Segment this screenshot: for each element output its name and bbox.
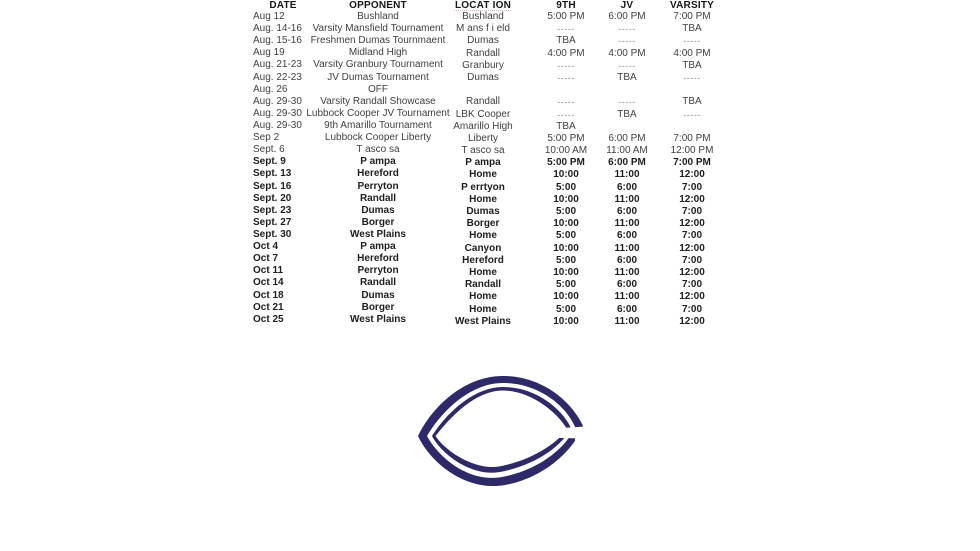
cell-ninth-21: 10:00 — [553, 266, 579, 278]
cell-jv-3: 4:00 PM — [608, 47, 646, 59]
cell-date-25: Oct 25 — [253, 313, 284, 325]
cell-opponent-15: Randall — [359, 192, 397, 204]
cell-location-24: Home — [469, 303, 497, 315]
column-location — [443, 1, 523, 328]
cell-ninth-24: 5:00 — [555, 303, 576, 315]
cell-opponent-14: Perryton — [357, 180, 399, 192]
cell-location-5: Dumas — [467, 71, 499, 83]
cell-varsity-19: 12:00 — [679, 242, 705, 254]
cell-location-9: Amarillo High — [453, 120, 513, 132]
header-jv: JV — [620, 0, 634, 11]
cell-jv-16: 6:00 — [616, 206, 637, 217]
cell-date-5: Aug. 22-23 — [253, 71, 302, 83]
cell-opponent-22: Randall — [359, 277, 397, 289]
cell-date-11: Sept. 6 — [253, 144, 285, 156]
cell-varsity-11: 12:00 PM — [670, 145, 714, 157]
cell-location-2: Dumas — [467, 35, 499, 47]
cell-opponent-16: Dumas — [361, 204, 395, 216]
cell-jv-24: 6:00 — [616, 303, 637, 315]
cell-jv-2: ----- — [618, 36, 636, 47]
cell-varsity-14: 7:00 — [681, 181, 702, 193]
header-varsity: VARSITY — [670, 0, 714, 11]
cell-ninth-20: 5:00 — [555, 254, 576, 266]
cell-varsity-20: 7:00 — [681, 254, 702, 266]
cell-varsity-0: 7:00 PM — [673, 11, 711, 22]
cell-date-2: Aug. 15-16 — [253, 35, 302, 47]
cell-date-21: Oct 11 — [253, 265, 284, 277]
cell-ninth-16: 5:00 — [555, 206, 576, 217]
cell-varsity-13: 12:00 — [679, 169, 705, 181]
cell-ninth-22: 5:00 — [555, 279, 576, 291]
cell-date-20: Oct 7 — [253, 253, 279, 265]
cell-ninth-18: 5:00 — [555, 230, 576, 242]
cell-location-15: Home — [469, 193, 497, 205]
cell-location-25: West Plains — [455, 315, 511, 327]
cell-varsity-5: ----- — [683, 72, 701, 83]
cell-varsity-4: TBA — [682, 59, 702, 71]
cell-opponent-3: Midland High — [348, 47, 408, 59]
header-location: LOCAT ION — [454, 0, 512, 11]
cell-varsity-22: 7:00 — [681, 279, 702, 291]
cell-jv-14: 6:00 — [616, 181, 637, 193]
cell-jv-20: 6:00 — [616, 254, 637, 266]
cell-date-13: Sept. 13 — [253, 168, 292, 180]
cell-location-16: Dumas — [466, 206, 500, 217]
cell-jv-15: 11:00 — [614, 193, 640, 205]
cell-ninth-0: 5:00 PM — [547, 11, 585, 22]
cell-opponent-2: Freshmen Dumas Tournmaent — [310, 35, 446, 47]
cell-varsity-18: 7:00 — [681, 230, 702, 242]
cell-jv-23: 11:00 — [614, 291, 640, 303]
cell-date-8: Aug. 29-30 — [253, 107, 302, 119]
cell-varsity-16: 7:00 — [681, 206, 702, 217]
cell-location-7: Randall — [466, 96, 500, 108]
cell-opponent-24: Borger — [361, 301, 395, 313]
cell-varsity-21: 12:00 — [679, 266, 705, 278]
cell-opponent-20: Hereford — [357, 253, 399, 265]
cell-ninth-17: 10:00 — [553, 218, 579, 230]
cell-date-18: Sept. 30 — [253, 228, 292, 240]
cell-jv-19: 11:00 — [614, 242, 640, 254]
cell-ninth-1: ----- — [557, 24, 575, 35]
cell-varsity-25: 12:00 — [679, 315, 705, 327]
cell-ninth-12: 5:00 PM — [547, 157, 585, 169]
cell-jv-0: 6:00 PM — [608, 11, 646, 22]
cell-date-4: Aug. 21-23 — [253, 59, 302, 71]
cell-date-6: Aug. 26 — [253, 83, 288, 95]
cell-date-12: Sept. 9 — [253, 156, 286, 168]
cell-varsity-3: 4:00 PM — [673, 47, 711, 59]
cell-varsity-7: TBA — [682, 96, 702, 108]
cell-location-19: Canyon — [464, 242, 502, 254]
cell-ninth-5: ----- — [557, 72, 575, 83]
cell-opponent-1: Varsity Mansfield Tournament — [312, 23, 444, 35]
cell-date-9: Aug. 29-30 — [253, 119, 302, 131]
cell-opponent-21: Perryton — [357, 265, 399, 277]
cell-ninth-7: ----- — [557, 97, 575, 108]
cell-varsity-17: 12:00 — [679, 218, 705, 230]
cell-varsity-15: 12:00 — [679, 193, 705, 205]
cell-location-12: P ampa — [465, 157, 501, 169]
cell-varsity-24: 7:00 — [681, 303, 702, 315]
cell-varsity-1: TBA — [682, 23, 702, 35]
cell-ninth-19: 10:00 — [553, 242, 579, 254]
column-varsity — [657, 1, 727, 328]
cell-location-23: Home — [469, 291, 497, 303]
cell-jv-22: 6:00 — [616, 279, 637, 291]
cell-opponent-10: Lubbock Cooper Liberty — [324, 132, 432, 144]
cell-location-4: Granbury — [462, 59, 504, 71]
cell-opponent-8: Lubbock Cooper JV Tournament — [306, 107, 450, 119]
cell-opponent-0: Bushland — [357, 11, 399, 22]
cell-date-1: Aug. 14-16 — [253, 23, 302, 35]
cell-jv-1: ----- — [618, 24, 636, 35]
cell-jv-13: 11:00 — [614, 169, 640, 181]
cell-jv-7: ----- — [618, 97, 636, 108]
cell-opponent-23: Dumas — [361, 289, 395, 301]
team-logo — [417, 372, 585, 491]
cell-date-19: Oct 4 — [253, 241, 279, 253]
cell-opponent-11: T asco sa — [356, 144, 400, 156]
cell-jv-4: ----- — [618, 60, 636, 71]
cell-opponent-4: Varsity Granbury Tournament — [313, 59, 443, 71]
cell-varsity-23: 12:00 — [679, 291, 705, 303]
cell-date-10: Sep 2 — [253, 132, 280, 144]
cell-date-0: Aug 12 — [253, 11, 285, 22]
cell-opponent-13: Hereford — [357, 168, 399, 180]
cell-jv-21: 11:00 — [614, 266, 640, 278]
cell-ninth-9: TBA — [556, 120, 576, 132]
cell-location-13: Home — [469, 169, 497, 181]
cell-ninth-14: 5:00 — [555, 181, 576, 193]
cell-jv-18: 6:00 — [616, 230, 637, 242]
header-opponent: OPPONENT — [349, 0, 407, 11]
cell-location-11: T asco sa — [461, 145, 505, 157]
cell-ninth-10: 5:00 PM — [547, 132, 585, 144]
cell-jv-8: TBA — [617, 108, 637, 120]
cell-ninth-11: 10:00 AM — [544, 145, 588, 157]
cell-date-17: Sept. 27 — [253, 216, 292, 228]
cell-ninth-15: 10:00 — [553, 193, 579, 205]
cell-date-15: Sept. 20 — [253, 192, 292, 204]
cell-varsity-2: ----- — [683, 36, 701, 47]
cell-opponent-25: West Plains — [350, 313, 406, 325]
cell-opponent-5: JV Dumas Tournament — [327, 71, 429, 83]
cell-jv-25: 11:00 — [614, 315, 640, 327]
cell-opponent-6: OFF — [368, 83, 388, 95]
cell-jv-5: TBA — [617, 71, 637, 83]
header-ninth: 9TH — [556, 0, 576, 11]
eye-c-emblem-icon — [417, 372, 585, 491]
cell-date-22: Oct 14 — [253, 277, 284, 289]
cell-jv-10: 6:00 PM — [608, 132, 646, 144]
cell-location-0: Bushland — [462, 11, 504, 22]
cell-opponent-9: 9th Amarillo Tournament — [324, 119, 432, 131]
cell-ninth-13: 10:00 — [553, 169, 579, 181]
cell-date-3: Aug 19 — [253, 47, 285, 59]
cell-opponent-7: Varsity Randall Showcase — [320, 95, 436, 107]
cell-ninth-25: 10:00 — [553, 315, 579, 327]
cell-location-3: Randall — [466, 47, 500, 59]
cell-ninth-23: 10:00 — [553, 291, 579, 303]
cell-varsity-10: 7:00 PM — [673, 132, 711, 144]
cell-location-22: Randall — [464, 279, 502, 291]
cell-location-14: P errtyon — [461, 181, 505, 193]
cell-location-8: LBK Cooper — [455, 108, 511, 120]
cell-date-14: Sept. 16 — [253, 180, 292, 192]
cell-location-10: Liberty — [467, 132, 498, 144]
cell-ninth-4: ----- — [557, 60, 575, 71]
cell-date-7: Aug. 29-30 — [253, 95, 302, 107]
column-jv — [592, 1, 662, 328]
cell-date-24: Oct 21 — [253, 301, 284, 313]
cell-ninth-3: 4:00 PM — [547, 47, 585, 59]
cell-varsity-12: 7:00 PM — [673, 157, 711, 169]
header-date: DATE — [269, 0, 297, 11]
cell-jv-17: 11:00 — [614, 218, 640, 230]
cell-ninth-2: TBA — [556, 35, 576, 47]
cell-location-1: M ans f i eld — [456, 23, 510, 35]
cell-opponent-19: P ampa — [360, 241, 396, 253]
cell-location-18: Home — [469, 230, 497, 242]
cell-date-16: Sept. 23 — [253, 204, 292, 216]
cell-jv-11: 11:00 AM — [606, 145, 648, 157]
cell-date-23: Oct 18 — [253, 289, 284, 301]
cell-jv-12: 6:00 PM — [608, 157, 646, 169]
cell-location-17: Borger — [466, 218, 500, 230]
cell-opponent-12: P ampa — [360, 156, 396, 168]
cell-location-20: Hereford — [462, 254, 504, 266]
cell-opponent-18: West Plains — [350, 228, 406, 240]
cell-varsity-8: ----- — [683, 109, 701, 120]
cell-ninth-8: ----- — [557, 109, 575, 120]
column-opponent — [298, 1, 458, 326]
cell-location-21: Home — [469, 266, 497, 278]
cell-opponent-17: Borger — [361, 216, 395, 228]
